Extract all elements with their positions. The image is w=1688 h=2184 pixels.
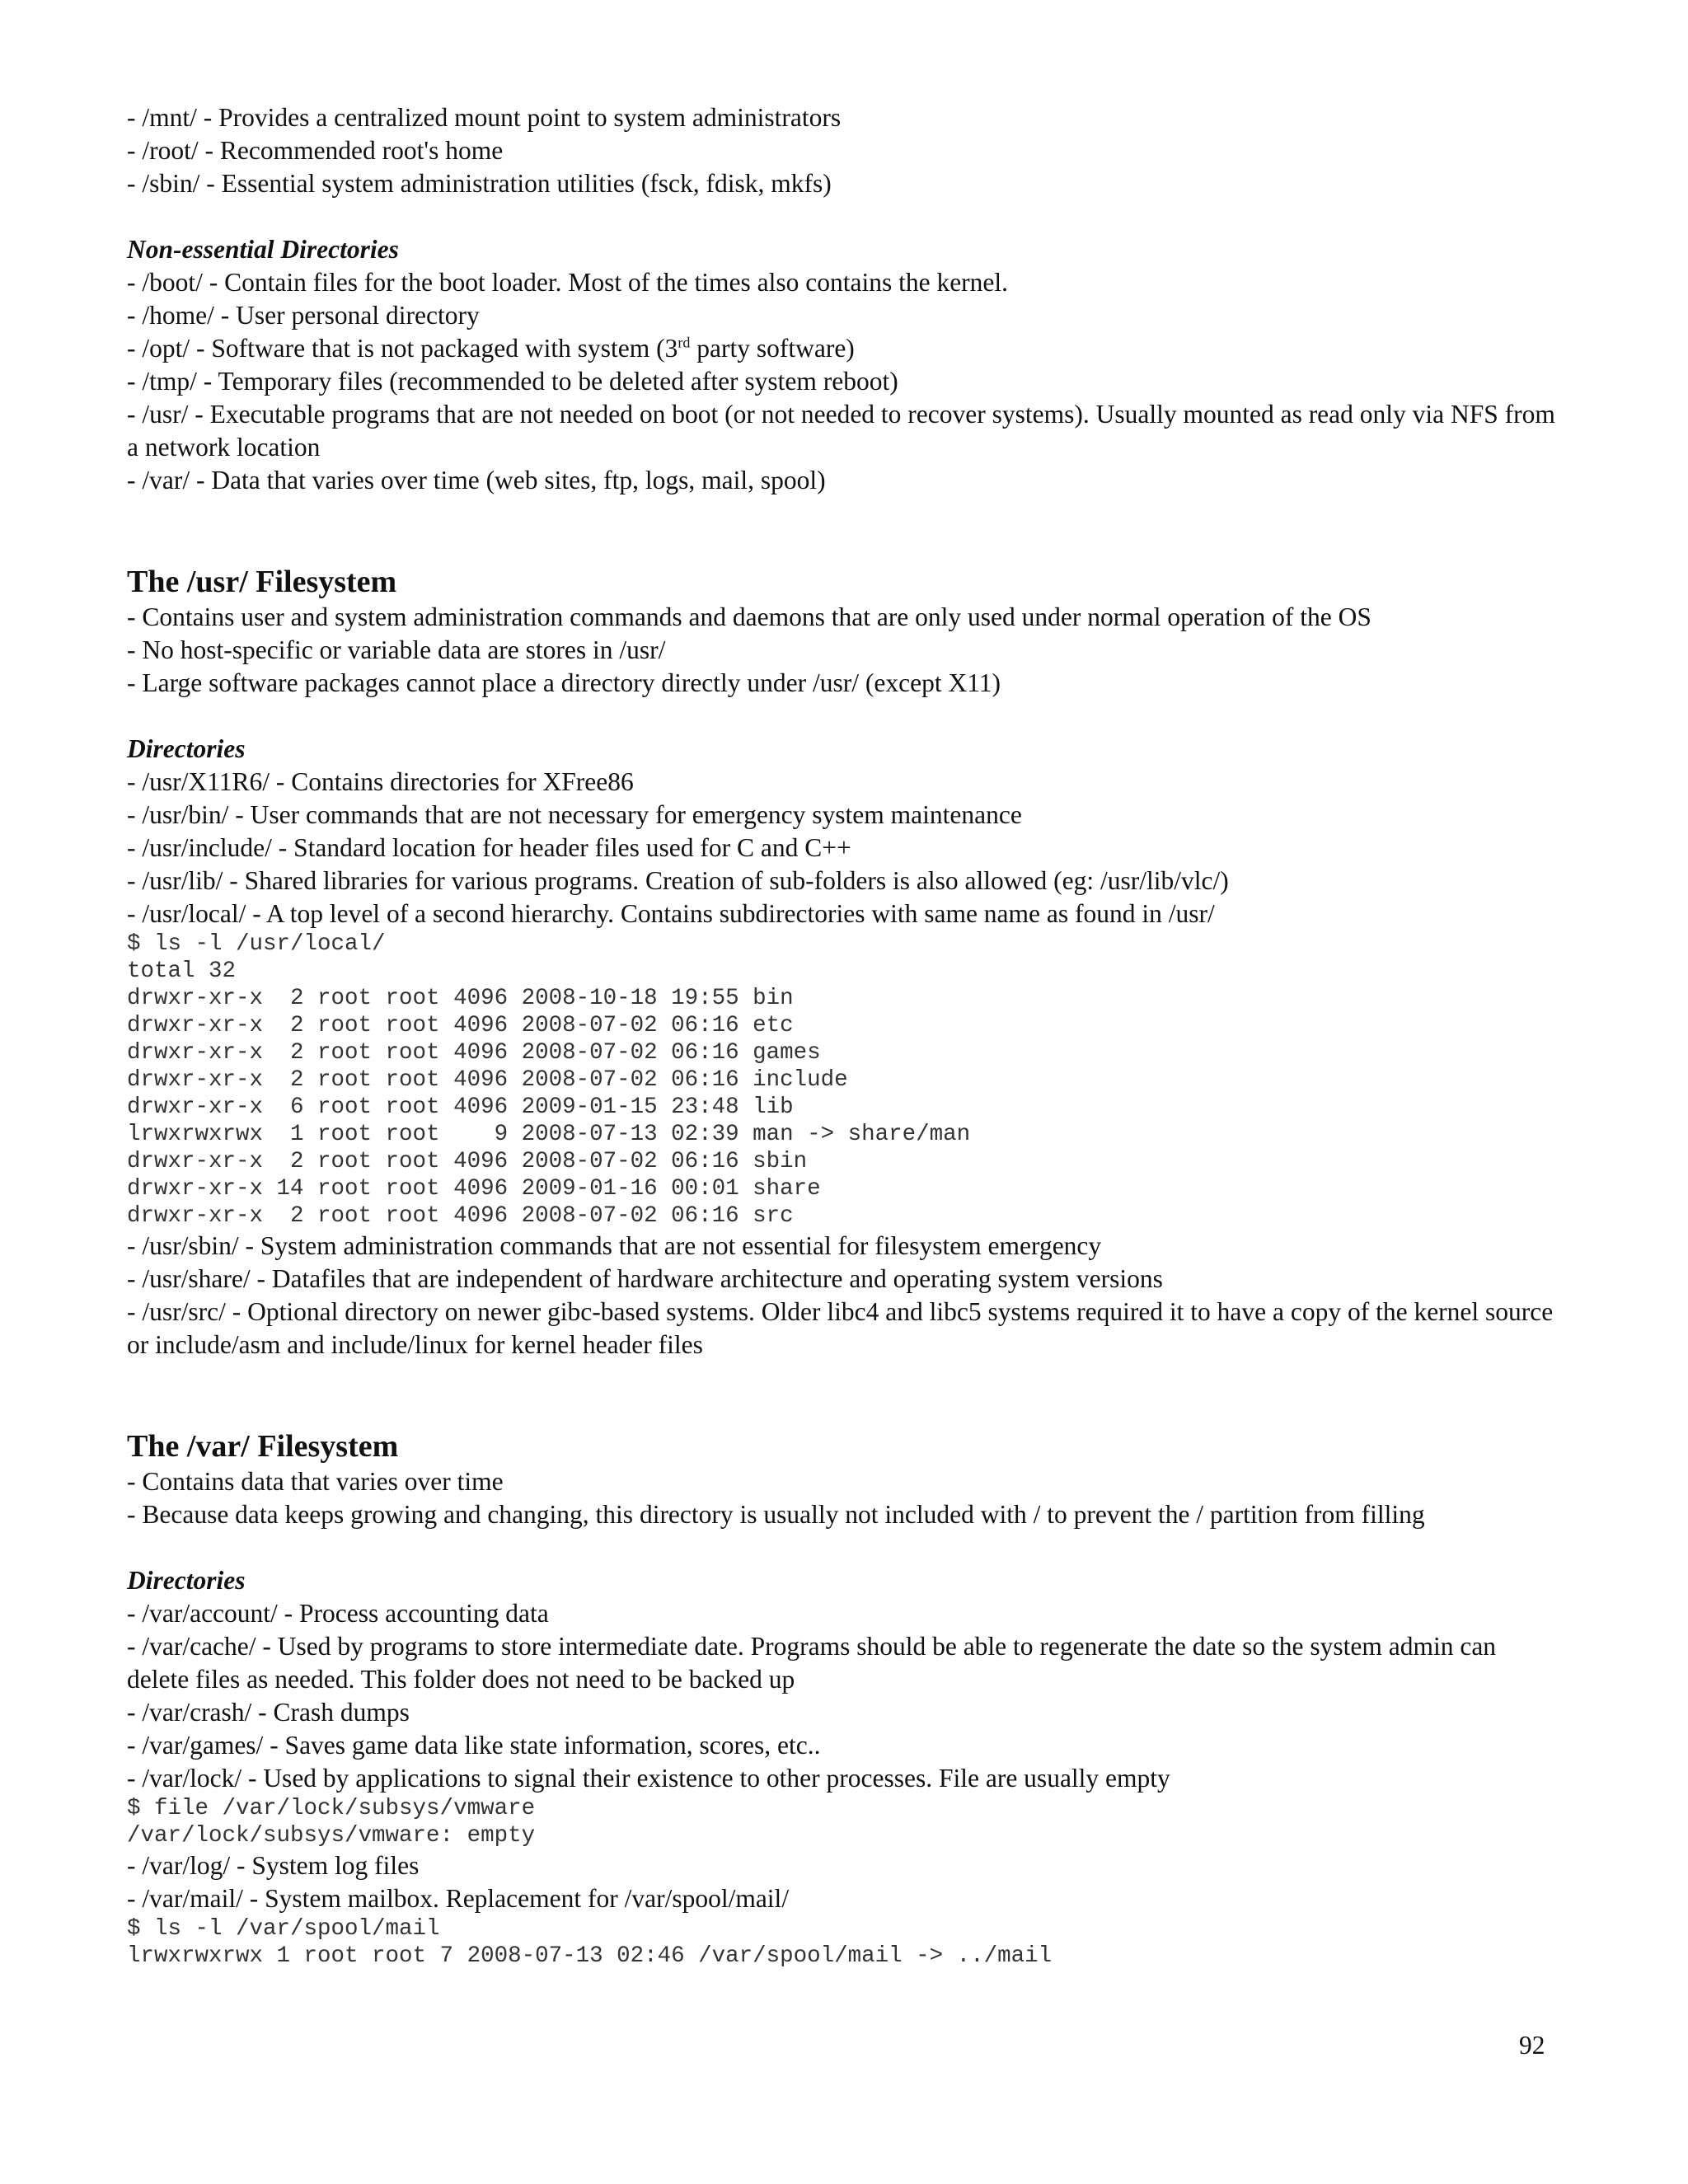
- list-item: - /var/games/ - Saves game data like state information, scores, etc..: [127, 1731, 821, 1760]
- list-item: - /usr/share/ - Datafiles that are independent of hardware architecture and operating system versions: [127, 1264, 1163, 1293]
- var-mail-listing: [127, 1915, 1561, 1970]
- list-item: - /root/ - Recommended root's home: [127, 136, 504, 165]
- var-directories-heading: Directories: [127, 1566, 246, 1595]
- code-line: drwxr-xr-x 2 root root 4096 2008-07-02 06:16 src: [127, 1203, 794, 1229]
- list-item: - No host-specific or variable data are stores in /usr/: [127, 635, 666, 664]
- usr-local-listing: [127, 930, 1561, 1230]
- code-line: drwxr-xr-x 14 root root 4096 2009-01-16 00:01 share: [127, 1176, 821, 1202]
- list-item: - Large software packages cannot place a directory directly under /usr/ (except X11): [127, 668, 1001, 697]
- list-item: - /boot/ - Contain files for the boot loader. Most of the times also contains the kernel.: [127, 268, 1009, 297]
- code-line: drwxr-xr-x 2 root root 4096 2008-07-02 06:16 etc: [127, 1013, 794, 1038]
- intro-list: [127, 101, 1561, 200]
- code-line: $ ls -l /usr/local/: [127, 931, 386, 957]
- code-line: drwxr-xr-x 2 root root 4096 2008-07-02 06:16 games: [127, 1040, 821, 1066]
- usr-directories-heading: Directories: [127, 734, 246, 763]
- document-page: [127, 101, 1561, 1970]
- list-item: - /opt/ - Software that is not packaged with system (3rd party software): [127, 334, 855, 363]
- code-line: drwxr-xr-x 2 root root 4096 2008-10-18 19:55 bin: [127, 986, 794, 1011]
- code-line: lrwxrwxrwx 1 root root 9 2008-07-13 02:39 man -> share/man: [127, 1122, 971, 1147]
- list-item: - /var/lock/ - Used by applications to signal their existence to other processes. File are usually empty: [127, 1764, 1170, 1793]
- code-line: drwxr-xr-x 2 root root 4096 2008-07-02 06:16 include: [127, 1067, 848, 1093]
- list-item: - /var/account/ - Process accounting data: [127, 1599, 549, 1628]
- var-lock-listing: [127, 1795, 1561, 1849]
- list-item: - /var/mail/ - System mailbox. Replacement for /var/spool/mail/: [127, 1884, 790, 1913]
- non-essential-heading: Non-essential Directories: [127, 235, 399, 264]
- code-line: $ file /var/lock/subsys/vmware: [127, 1796, 536, 1821]
- list-item: - /sbin/ - Essential system administration utilities (fsck, fdisk, mkfs): [127, 169, 832, 198]
- list-item: - /usr/sbin/ - System administration commands that are not essential for filesystem emergency: [127, 1231, 1102, 1260]
- list-item: - Contains data that varies over time: [127, 1467, 504, 1496]
- superscript: rd: [678, 334, 691, 351]
- list-item: - /usr/X11R6/ - Contains directories for XFree86: [127, 767, 634, 796]
- list-item: - /mnt/ - Provides a centralized mount point to system administrators: [127, 103, 842, 132]
- usr-section-title: The /usr/ Filesystem: [127, 565, 397, 599]
- code-line: lrwxrwxrwx 1 root root 7 2008-07-13 02:46 /var/spool/mail -> ../mail: [127, 1943, 1053, 1969]
- list-item: - Contains user and system administration commands and daemons that are only used under normal operation of the OS: [127, 602, 1372, 631]
- list-item: - /tmp/ - Temporary files (recommended to be deleted after system reboot): [127, 367, 898, 396]
- list-item: - /home/ - User personal directory: [127, 301, 480, 330]
- code-line: drwxr-xr-x 6 root root 4096 2009-01-15 23:48 lib: [127, 1094, 794, 1120]
- list-item: - Because data keeps growing and changing, this directory is usually not included with / to prevent the / partition from filling: [127, 1500, 1425, 1529]
- list-item: - /var/cache/ - Used by programs to store intermediate date. Programs should be able to regenerate the date so the system admin can delete files as needed. This folder does not need to be backed up: [127, 1632, 1497, 1694]
- code-line: drwxr-xr-x 2 root root 4096 2008-07-02 06:16 sbin: [127, 1149, 808, 1174]
- list-item: - /var/crash/ - Crash dumps: [127, 1698, 410, 1727]
- list-item: - /usr/include/ - Standard location for header files used for C and C++: [127, 833, 851, 862]
- list-item: - /usr/local/ - A top level of a second hierarchy. Contains subdirectories with same name as found in /usr/: [127, 899, 1215, 928]
- list-item: - /var/log/ - System log files: [127, 1851, 420, 1880]
- list-item: - /usr/ - Executable programs that are not needed on boot (or not needed to recover systems). Usually mounted as read only via NFS from a network location: [127, 400, 1555, 462]
- code-line: /var/lock/subsys/vmware: empty: [127, 1823, 536, 1849]
- list-item: - /usr/lib/ - Shared libraries for various programs. Creation of sub-folders is also allowed (eg: /usr/lib/vlc/): [127, 866, 1229, 895]
- list-item: - /usr/bin/ - User commands that are not necessary for emergency system maintenance: [127, 800, 1022, 829]
- page-number: 92: [1519, 2031, 1545, 2060]
- code-line: total 32: [127, 958, 237, 984]
- var-section-title: The /var/ Filesystem: [127, 1429, 399, 1464]
- code-line: $ ls -l /var/spool/mail: [127, 1916, 440, 1942]
- list-item: - /usr/src/ - Optional directory on newer gibc-based systems. Older libc4 and libc5 systems required it to have a copy of the kernel source or include/asm and include/linux for kernel header files: [127, 1297, 1554, 1359]
- list-item: - /var/ - Data that varies over time (web sites, ftp, logs, mail, spool): [127, 466, 826, 494]
